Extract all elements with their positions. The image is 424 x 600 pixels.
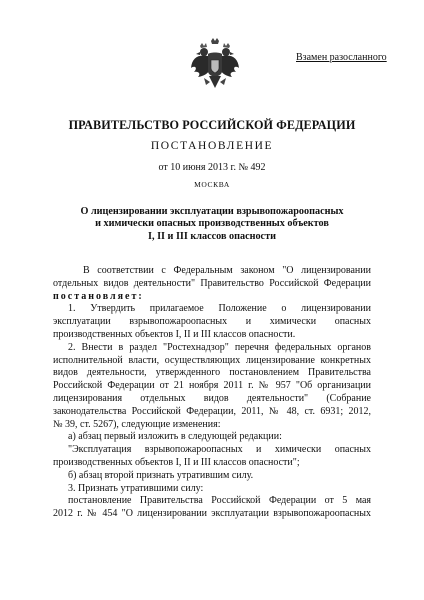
body-line: видов деятельности, утвержденного постановлением Правительства <box>53 367 371 379</box>
body-line: производственных объектов I, II и III классов опасности. <box>53 328 296 340</box>
body-line: постановление Правительства Российской Федерации от 5 мая <box>68 495 371 507</box>
body-line: лицензирования отдельных видов деятельности" (Собрание <box>53 392 371 404</box>
body-line: 2012 г. № 454 "О лицензировании эксплуатации взрывопожароопасных <box>53 508 371 520</box>
body-line: 3. Признать утратившими силу: <box>68 482 204 494</box>
government-heading: ПРАВИТЕЛЬСТВО РОССИЙСКОЙ ФЕДЕРАЦИИ <box>68 118 356 132</box>
body-line: производственных объектов I, II и III классов опасности"; <box>53 456 300 468</box>
double-headed-eagle-icon <box>190 38 240 90</box>
coat-of-arms-emblem <box>190 38 240 90</box>
replacement-note: Взамен разосланного <box>296 52 387 63</box>
body-line: Российской Федерации от 21 ноября 2011 г. № 957 "Об организации <box>53 380 371 392</box>
title-line: и химически опасных производственных объектов <box>95 218 329 230</box>
document-title <box>40 206 384 243</box>
body-line: № 39, ст. 5267), следующие изменения: <box>53 418 221 430</box>
body-line: 2. Внести в раздел "Ростехнадзор" перечня федеральных органов <box>68 341 371 353</box>
body-line: эксплуатации взрывопожароопасных и химически опасных <box>53 316 371 328</box>
body-line: законодательства Российской Федерации, 2011, № 48, ст. 6931; 2012, <box>53 405 371 417</box>
body-line: исполнительной власти, осуществляющих лицензирование конкретных <box>53 354 371 366</box>
city: МОСКВА <box>194 180 230 189</box>
document-type: ПОСТАНОВЛЕНИЕ <box>150 140 274 152</box>
body-line: В соответствии с Федеральным законом "О лицензировании <box>83 265 371 276</box>
date-and-number: от 10 июня 2013 г. № 492 <box>158 162 266 173</box>
body-line: а) абзац первый изложить в следующей редакции: <box>68 431 282 443</box>
body-line: отдельных видов деятельности" Правительство Российской Федерации <box>53 277 371 289</box>
title-line: I, II и III классов опасности <box>148 230 276 242</box>
body-line: постановляет: <box>53 290 144 302</box>
body-line: б) абзац второй признать утратившим силу. <box>68 469 254 481</box>
body-line: 1. Утвердить прилагаемое Положение о лицензировании <box>68 303 371 315</box>
body-line: "Эксплуатация взрывопожароопасных и химически опасных <box>68 444 371 456</box>
document-body <box>53 265 371 521</box>
title-line: О лицензировании эксплуатации взрывопожароопасных <box>80 206 344 217</box>
